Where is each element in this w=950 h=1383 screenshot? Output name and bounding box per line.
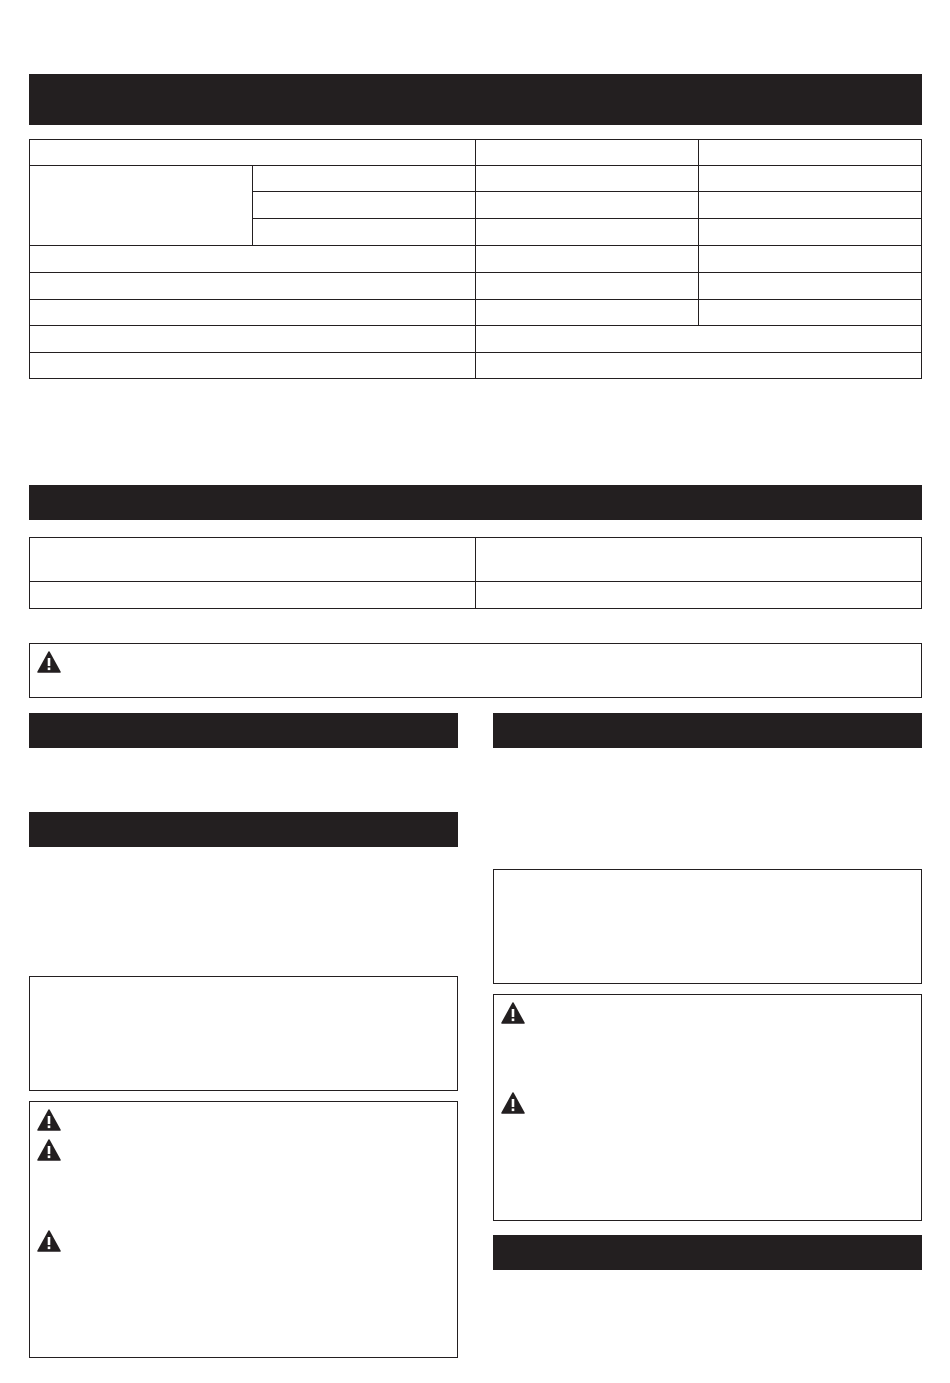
spec-header-label [29, 139, 476, 166]
table-cell [29, 537, 476, 582]
warning-triangle-icon [37, 1139, 61, 1161]
specifications-table [29, 139, 922, 379]
section-bar-safety-warnings [493, 713, 922, 748]
warning-triangle-icon [37, 651, 61, 673]
table-cell [698, 299, 922, 326]
spec-header-col1 [475, 139, 699, 166]
table-cell [475, 165, 699, 192]
warning-triangle-icon [37, 1230, 61, 1252]
spec-header-col2 [698, 139, 922, 166]
table-cell [698, 272, 922, 300]
warning-triangle-icon [37, 1109, 61, 1131]
section-bar-symbols [29, 485, 922, 520]
table-cell [698, 218, 922, 246]
note-box-left [29, 976, 458, 1091]
table-cell [475, 272, 699, 300]
table-cell [475, 299, 699, 326]
table-cell [29, 581, 476, 609]
section-bar-right-lower [493, 1235, 922, 1270]
table-cell [29, 299, 476, 326]
section-bar-specifications [29, 74, 922, 125]
table-cell [698, 245, 922, 273]
table-cell [29, 272, 476, 300]
table-cell [475, 581, 922, 609]
table-cell [29, 352, 476, 379]
table-cell [698, 165, 922, 192]
warning-triangle-icon [501, 1092, 525, 1114]
table-cell [252, 218, 476, 246]
table-cell [698, 191, 922, 219]
table-cell [475, 325, 922, 353]
table-cell [475, 191, 699, 219]
warning-triangle-icon [501, 1002, 525, 1024]
warning-box-left [29, 1101, 458, 1358]
table-cell [252, 191, 476, 219]
table-cell [29, 165, 253, 246]
symbols-table [29, 537, 922, 609]
warning-box-right [493, 994, 922, 1221]
warning-box-top [29, 643, 922, 698]
table-cell [475, 537, 922, 582]
table-cell [29, 325, 476, 353]
table-cell [29, 245, 476, 273]
section-bar-general-safety [29, 812, 458, 847]
note-box-right [493, 869, 922, 984]
table-cell [475, 218, 699, 246]
table-cell [252, 165, 476, 192]
table-cell [475, 352, 922, 379]
table-cell [475, 245, 699, 273]
section-bar-intended-use [29, 713, 458, 748]
